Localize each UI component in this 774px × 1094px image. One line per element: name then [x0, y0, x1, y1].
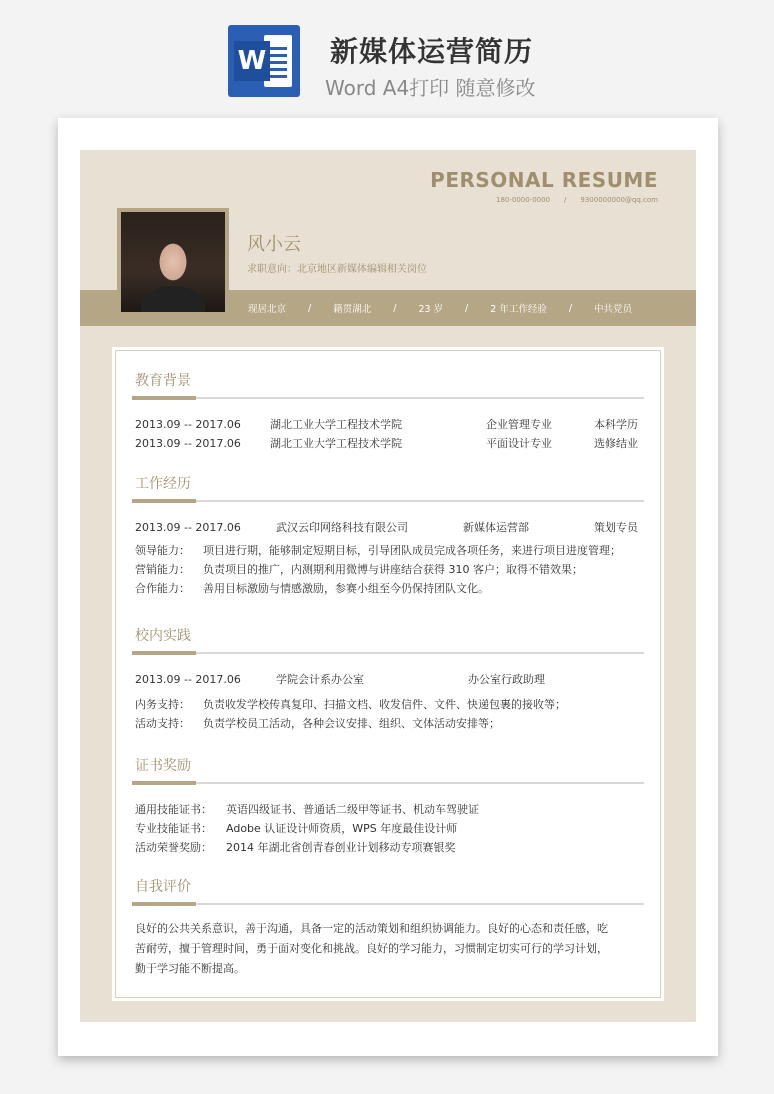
- item-text: 善用目标激励与情感激励，参赛小组至今仍保持团队文化。: [203, 582, 489, 595]
- item-text: 负责学校员工活动，各种会议安排、组织、文体活动安排等；: [203, 717, 500, 730]
- info-age: 23 岁: [418, 304, 444, 315]
- campus-title: 校内实践: [135, 628, 191, 644]
- info-experience: 2 年工作经验: [490, 304, 547, 315]
- info-separator: /: [308, 302, 312, 314]
- resume-paper: [58, 118, 718, 1056]
- job-intent: 求职意向：北京地区新媒体编辑相关岗位: [247, 264, 427, 275]
- item-label: 内务支持：: [135, 698, 190, 711]
- work-item: [132, 541, 644, 560]
- contact-separator: /: [564, 196, 567, 204]
- item-text: 2014 年湖北省创青春创业计划移动专项赛银奖: [226, 841, 456, 854]
- education-section: [132, 369, 644, 453]
- campus-item: [132, 695, 644, 714]
- section-divider: [132, 500, 644, 502]
- self-title: 自我评价: [135, 879, 191, 895]
- item-label: 合作能力：: [135, 582, 190, 595]
- candidate-name: 风小云: [247, 234, 301, 255]
- certs-section: [132, 754, 644, 857]
- item-text: Adobe 认证设计师资质，WPS 年度最佳设计师: [226, 822, 458, 835]
- resume-title: PERSONAL RESUME: [430, 168, 658, 192]
- section-divider: [132, 397, 644, 399]
- section-divider: [132, 903, 644, 905]
- work-company: 武汉云印网络科技有限公司: [276, 521, 408, 534]
- education-date: 2013.09 -- 2017.06: [135, 437, 241, 450]
- item-label: 专业技能证书：: [135, 822, 212, 835]
- work-job-row: [132, 518, 644, 537]
- item-text: 负责收发学校传真复印、扫描文档、收发信件、文件、快递包裹的接收等；: [203, 698, 566, 711]
- contact-info: [496, 196, 658, 204]
- work-date: 2013.09 -- 2017.06: [135, 521, 241, 534]
- education-school: 湖北工业大学工程技术学院: [270, 418, 402, 431]
- content-card: [115, 350, 661, 998]
- campus-position: 办公室行政助理: [468, 673, 545, 686]
- work-item: [132, 560, 644, 579]
- phone-number: 180-0000-0000: [495, 196, 551, 204]
- self-section: [132, 875, 644, 979]
- campus-section: [132, 624, 644, 733]
- item-text: 英语四级证书、普通话二级甲等证书、机动车驾驶证: [226, 803, 479, 816]
- work-item: [132, 579, 644, 598]
- cert-item: [132, 800, 644, 819]
- certs-title: 证书奖励: [135, 758, 191, 774]
- section-divider: [132, 782, 644, 784]
- info-separator: /: [393, 302, 397, 314]
- item-label: 通用技能证书：: [135, 803, 212, 816]
- self-line: 良好的公共关系意识，善于沟通，具备一定的活动策划和组织协调能力。良好的心态和责任感，吃: [135, 922, 608, 935]
- item-text: 项目进行期，能够制定短期目标，引导团队成员完成各项任务，来进行项目进度管理；: [203, 544, 621, 557]
- campus-item: [132, 714, 644, 733]
- education-date: 2013.09 -- 2017.06: [135, 418, 241, 431]
- word-letter: W: [234, 41, 270, 81]
- info-hometown: 籍贯湖北: [333, 304, 372, 315]
- education-school: 湖北工业大学工程技术学院: [270, 437, 402, 450]
- info-separator: /: [568, 302, 573, 314]
- education-row: [132, 434, 644, 453]
- personal-info: [248, 290, 632, 326]
- campus-date: 2013.09 -- 2017.06: [135, 673, 241, 686]
- campus-org: 学院会计系办公室: [276, 673, 364, 686]
- item-label: 活动支持：: [135, 717, 190, 730]
- profile-photo: [121, 212, 225, 312]
- promo-subtitle: Word A4打印 随意修改: [325, 76, 536, 100]
- work-title: 工作经历: [135, 476, 191, 492]
- resume-sheet: [80, 150, 696, 1022]
- section-divider: [132, 652, 644, 654]
- promo-header: [0, 0, 774, 118]
- promo-title: 新媒体运营简历: [330, 35, 534, 68]
- item-label: 活动荣誉奖励：: [135, 841, 212, 854]
- cert-item: [132, 838, 644, 857]
- info-separator: /: [465, 302, 469, 314]
- campus-job-row: [132, 670, 644, 689]
- education-degree: 选修结业: [594, 437, 638, 450]
- photo-frame: [117, 208, 229, 316]
- item-label: 营销能力：: [135, 563, 190, 576]
- self-line: 苦耐劳，擅于管理时间，勇于面对变化和挑战。良好的学习能力，习惯制定切实可行的学习计划，: [135, 942, 608, 955]
- education-row: [132, 415, 644, 434]
- work-position: 策划专员: [594, 521, 638, 534]
- education-major: 企业管理专业: [486, 418, 552, 431]
- work-department: 新媒体运营部: [463, 521, 529, 534]
- self-line: 勤于学习能不断提高。: [135, 962, 245, 975]
- work-section: [132, 472, 644, 598]
- education-major: 平面设计专业: [486, 437, 552, 450]
- item-label: 领导能力：: [135, 544, 190, 557]
- word-icon: [228, 25, 300, 97]
- education-degree: 本科学历: [594, 418, 638, 431]
- self-evaluation: [132, 919, 644, 979]
- info-residence: 现居北京: [248, 304, 287, 315]
- cert-item: [132, 819, 644, 838]
- email-address: 9300000000@qq.com: [580, 196, 658, 204]
- item-text: 负责项目的推广，内测期利用微博与讲座结合获得 310 客户；取得不错效果；: [203, 563, 583, 576]
- education-title: 教育背景: [135, 373, 191, 389]
- info-political: 中共党员: [594, 304, 633, 315]
